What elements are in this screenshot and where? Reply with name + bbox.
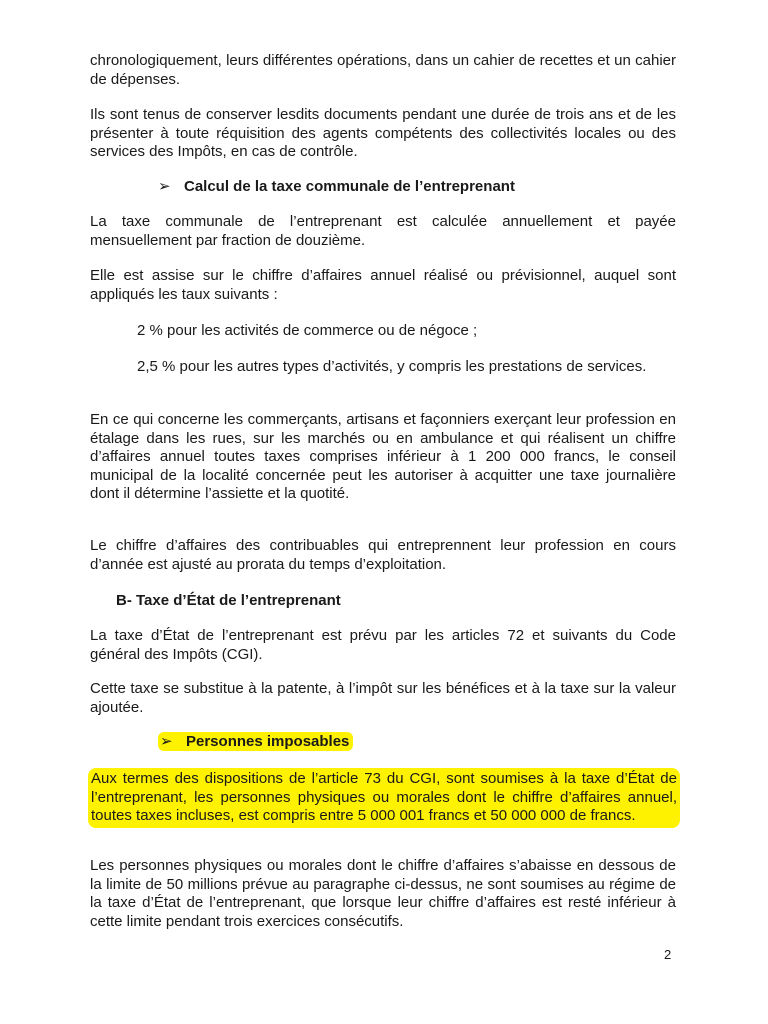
heading-text: Personnes imposables <box>186 733 350 750</box>
paragraph-threshold: Les personnes physiques ou morales dont le chiffre d’affaires s’abaisse en dessous de la limite de 50 millions prévue au paragraphe ci-dessus, ne sont soumises au régime de la taxe d’État de l’entreprenant, que lorsque leur chiffre d’affaires est resté inférieur à cette limite pendant trois exercices consécutifs. <box>90 857 676 930</box>
paragraph-street-vendors: En ce qui concerne les commerçants, artisans et façonniers exerçant leur profession en étalage dans les rues, sur les marchés ou en ambulance et qui réalisent un chiffre d’affaires annuel toutes taxes comprises inférieur à 1 200 000 francs, le conseil municipal de la localité concernée peut les autoriser à acquitter une taxe journalière dont il détermine l’assiette et la quotité. <box>90 411 676 502</box>
paragraph-prorata: Le chiffre d’affaires des contribuables qui entreprennent leur profession en cours d’année est ajusté au prorata du temps d’exploitation. <box>90 537 676 573</box>
heading-communal-tax-calculation <box>158 178 515 197</box>
arrow-bullet-icon: ➢ <box>160 733 173 750</box>
paragraph-retention: Ils sont tenus de conserver lesdits documents pendant une durée de trois ans et de les présenter à toute réquisition des agents compétents des collectivités locales ou des services des Impôts, en cas de contrôle. <box>90 106 676 160</box>
rate-item-other-activities: 2,5 % pour les autres types d’activités, y compris les prestations de services. <box>137 358 647 375</box>
heading-text: Calcul de la taxe communale de l’entreprenant <box>184 178 515 195</box>
highlighted-heading <box>158 732 353 751</box>
paragraph-cgi-articles: La taxe d’État de l’entreprenant est prévu par les articles 72 et suivants du Code général des Impôts (CGI). <box>90 627 676 663</box>
paragraph-substitution: Cette taxe se substitue à la patente, à l’impôt sur les bénéfices et à la taxe sur la valeur ajoutée. <box>90 680 676 716</box>
page-number: 2 <box>664 947 672 962</box>
paragraph-annual-calculation: La taxe communale de l’entreprenant est calculée annuellement et payée mensuellement par fraction de douzième. <box>90 213 676 249</box>
heading-taxable-persons <box>158 733 353 752</box>
heading-state-tax: B- Taxe d’État de l’entreprenant <box>116 592 341 609</box>
arrow-bullet-icon: ➢ <box>158 178 171 195</box>
paragraph-recordkeeping: chronologiquement, leurs différentes opérations, dans un cahier de recettes et un cahier de dépenses. <box>90 52 676 88</box>
paragraph-article-73-highlighted: Aux termes des dispositions de l’article 73 du CGI, sont soumises à la taxe d’État de l’entreprenant, les personnes physiques ou morales dont le chiffre d’affaires annuel, toutes taxes incluses, est compris entre 5 000 001 francs et 50 000 000 de francs. <box>88 768 680 828</box>
rate-item-commerce: 2 % pour les activités de commerce ou de négoce ; <box>137 322 478 339</box>
paragraph-rates-intro: Elle est assise sur le chiffre d’affaires annuel réalisé ou prévisionnel, auquel sont appliqués les taux suivants : <box>90 267 676 303</box>
